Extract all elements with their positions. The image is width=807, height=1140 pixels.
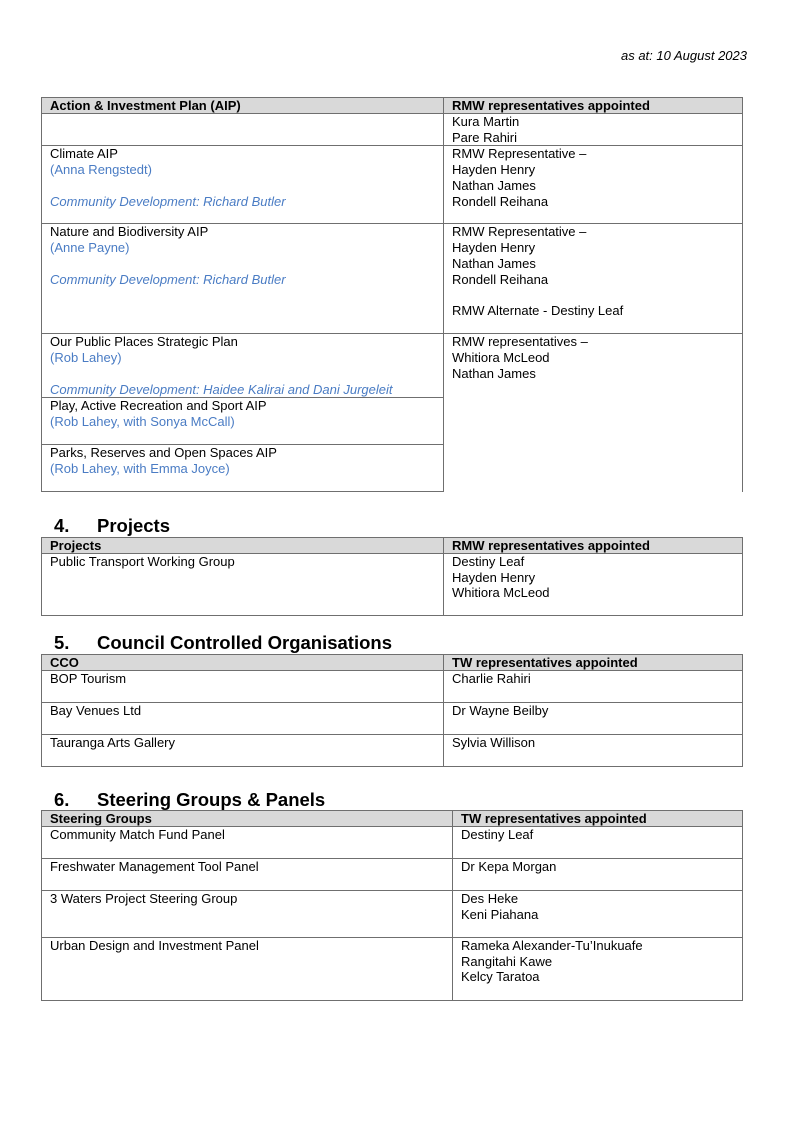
rep-name: Hayden Henry — [452, 569, 536, 585]
aip-top-reps — [444, 114, 743, 146]
plan-owner: (Rob Lahey, with Emma Joyce) — [50, 460, 230, 476]
rep-label: RMW Representative – — [452, 224, 587, 240]
table-row — [42, 891, 743, 938]
section-number: 5. — [54, 632, 70, 653]
steering-reps — [453, 938, 743, 1001]
table-row — [42, 735, 743, 767]
rep-name: Hayden Henry — [452, 240, 536, 256]
steering-reps — [453, 859, 743, 891]
section-heading-projects — [54, 515, 170, 537]
rep-name: Whitiora McLeod — [452, 585, 550, 601]
rep-name: Pare Rahiri — [452, 129, 518, 145]
project-name: Public Transport Working Group — [42, 554, 444, 616]
steering-reps — [453, 827, 743, 859]
aip-nature-reps — [444, 224, 743, 334]
aip-public-places-cell — [42, 334, 444, 398]
cco-rep: Charlie Rahiri — [444, 671, 743, 703]
aip-header-row — [42, 98, 743, 114]
plan-title: Parks, Reserves and Open Spaces AIP — [50, 445, 277, 461]
steering-reps — [453, 891, 743, 938]
table-row — [42, 938, 743, 1001]
rep-name: Keni Piahana — [461, 906, 539, 922]
rep-label: RMW Representative – — [452, 146, 587, 162]
rep-name: Des Heke — [461, 891, 519, 906]
aip-play-cell — [42, 398, 444, 445]
aip-table — [41, 97, 743, 492]
plan-owner: (Rob Lahey) — [50, 350, 122, 366]
plan-title: Nature and Biodiversity AIP — [50, 224, 209, 240]
steering-name: Freshwater Management Tool Panel — [42, 859, 453, 891]
section-title: Council Controlled Organisations — [97, 632, 392, 653]
cco-name: Tauranga Arts Gallery — [42, 735, 444, 767]
section-title: Steering Groups & Panels — [97, 789, 326, 810]
steering-table — [41, 810, 743, 1001]
steering-name: 3 Waters Project Steering Group — [42, 891, 453, 938]
plan-owner: (Anne Payne) — [50, 240, 130, 256]
plan-title: Climate AIP — [50, 146, 118, 162]
section-title: Projects — [97, 515, 171, 536]
document-date: as at: 10 August 2023 — [620, 48, 747, 63]
table-row — [42, 671, 743, 703]
steering-name: Community Match Fund Panel — [42, 827, 453, 859]
rep-name: Kelcy Taratoa — [461, 969, 540, 985]
rep-name: Kura Martin — [452, 114, 520, 129]
plan-title: Play, Active Recreation and Sport AIP — [50, 398, 267, 414]
section-heading-cco — [54, 632, 392, 654]
section-number: 6. — [54, 789, 70, 810]
rep-name: Destiny Leaf — [461, 827, 534, 842]
rep-name: Destiny Leaf — [452, 554, 525, 569]
projects-header-row — [42, 538, 743, 554]
table-row — [42, 114, 743, 146]
rep-name: Hayden Henry — [452, 162, 536, 178]
cco-rep: Sylvia Willison — [444, 735, 743, 767]
steering-name: Urban Design and Investment Panel — [42, 938, 453, 1001]
rep-name: Whitiora McLeod — [452, 350, 550, 366]
aip-parks-cell — [42, 445, 444, 492]
project-reps — [444, 554, 743, 616]
steering-col-header-name: Steering Groups — [42, 811, 453, 827]
cco-rep: Dr Wayne Beilby — [444, 703, 743, 735]
table-row — [42, 146, 743, 224]
aip-public-places-reps — [444, 334, 743, 492]
table-row — [42, 224, 743, 334]
section-number: 4. — [54, 515, 70, 536]
steering-header-row — [42, 811, 743, 827]
aip-climate-reps — [444, 146, 743, 224]
table-row — [42, 859, 743, 891]
aip-empty-cell — [42, 114, 444, 146]
community-development: Community Development: Richard Butler — [50, 271, 286, 287]
rep-name: Rangitahi Kawe — [461, 953, 553, 969]
rep-name: Rameka Alexander-Tu’Inukuafe — [461, 938, 643, 953]
aip-nature-cell — [42, 224, 444, 334]
aip-climate-cell — [42, 146, 444, 224]
cco-name: BOP Tourism — [42, 671, 444, 703]
plan-title: Our Public Places Strategic Plan — [50, 334, 238, 350]
rep-name: Rondell Reihana — [452, 271, 549, 287]
cco-col-header-reps: TW representatives appointed — [444, 655, 743, 671]
projects-table — [41, 537, 743, 616]
table-row — [42, 703, 743, 735]
projects-col-header-reps: RMW representatives appointed — [444, 538, 743, 554]
rep-name: Dr Kepa Morgan — [461, 859, 557, 874]
plan-owner: (Rob Lahey, with Sonya McCall) — [50, 413, 235, 429]
aip-col-header-plan: Action & Investment Plan (AIP) — [42, 98, 444, 114]
rep-name: Rondell Reihana — [452, 193, 549, 209]
table-row — [42, 827, 743, 859]
plan-owner: (Anna Rengstedt) — [50, 162, 152, 178]
cco-table — [41, 654, 743, 767]
table-row — [42, 334, 743, 398]
rep-name: Nathan James — [452, 365, 536, 381]
community-development: Community Development: Haidee Kalirai and Dani Jurgeleit — [50, 381, 393, 397]
rep-name: Nathan James — [452, 255, 536, 271]
rep-label: RMW representatives – — [452, 334, 588, 350]
aip-col-header-reps: RMW representatives appointed — [444, 98, 743, 114]
table-row — [42, 554, 743, 616]
rep-name: Nathan James — [452, 177, 536, 193]
cco-name: Bay Venues Ltd — [42, 703, 444, 735]
projects-col-header-name: Projects — [42, 538, 444, 554]
section-heading-steering — [54, 789, 325, 811]
cco-header-row — [42, 655, 743, 671]
community-development: Community Development: Richard Butler — [50, 193, 286, 209]
cco-col-header-name: CCO — [42, 655, 444, 671]
rep-alternate: RMW Alternate - Destiny Leaf — [452, 302, 624, 318]
steering-col-header-reps: TW representatives appointed — [453, 811, 743, 827]
